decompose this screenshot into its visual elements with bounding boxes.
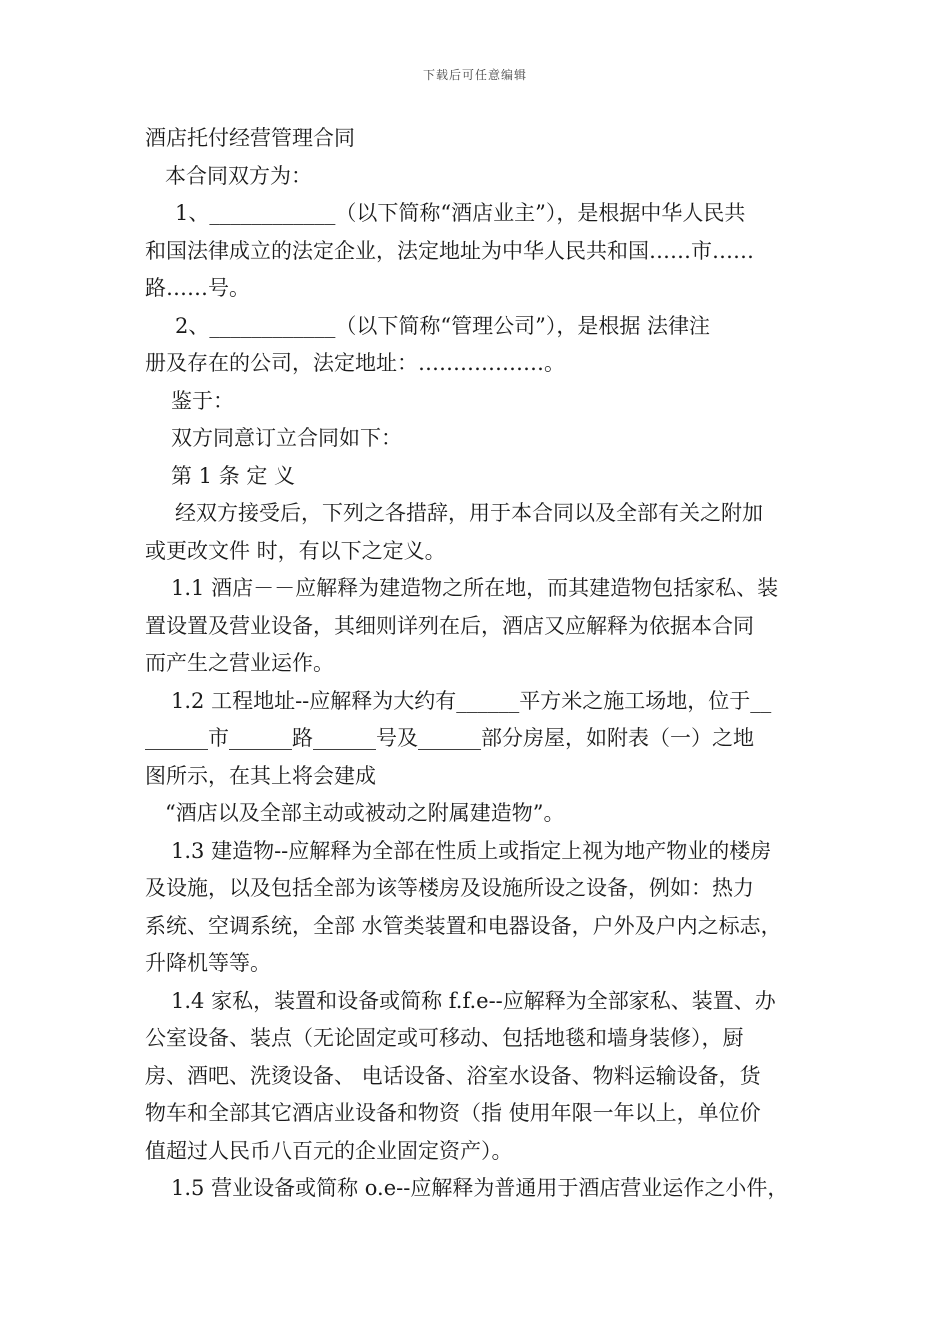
contract-title: 酒店托付经营管理合同 — [145, 126, 355, 150]
clause-1-3-line-1: 1.3 建造物--应解释为全部在性质上或指定上视为地产物业的楼房 — [171, 838, 772, 863]
clause-1-1-line-1: 1.1 酒店－－应解释为建造物之所在地，而其建造物包括家私、装 — [171, 576, 779, 600]
definitions-intro-line-1: 经双方接受后，下列之各措辞，用于本合同以及全部有关之附加 — [175, 501, 763, 525]
party-1-line-3: 路……号。 — [145, 276, 250, 300]
clause-1-4-line-1: 1.4 家私，装置和设备或简称 f.f.e--应解释为全部家私、装置、办 — [171, 988, 776, 1013]
clause-1-1-line-3: 而产生之营业运作。 — [145, 651, 334, 675]
clause-1-4-line-2: 公室设备、装点（无论固定或可移动、包括地毯和墙身装修），厨 — [145, 1026, 744, 1050]
parties-intro: 本合同双方为： — [165, 163, 312, 188]
party-1-line-1: 1、____________（以下简称“酒店业主”），是根据中华人民共 — [175, 201, 746, 225]
clause-1-3-line-3: 系统、空调系统，全部 水管类装置和电器设备，户外及户内之标志， — [145, 913, 782, 938]
clause-1-2-line-4: “酒店以及全部主动或被动之附属建造物”。 — [165, 801, 565, 825]
clause-1-3-line-4: 升降机等等。 — [145, 951, 271, 975]
clause-1-4-line-5: 值超过人民币八百元的企业固定资产）。 — [145, 1138, 513, 1163]
definitions-intro-line-2: 或更改文件 时，有以下之定义。 — [145, 538, 446, 563]
clause-1-3-line-2: 及设施，以及包括全部为该等楼房及设施所设之设备，例如：热力 — [145, 876, 754, 900]
party-2-line-1: 2、____________（以下简称“管理公司”），是根据 法律注 — [175, 313, 711, 338]
clause-1-4-line-4: 物车和全部其它酒店业设备和物资（指 使用年限一年以上，单位价 — [145, 1101, 761, 1125]
clause-1-2-line-1: 1.2 工程地址--应解释为大约有______平方米之施工场地，位于__ — [171, 688, 772, 713]
article-1-heading: 第 1 条 定 义 — [171, 463, 296, 488]
clause-1-2-line-3: 图所示，在其上将会建成 — [145, 763, 376, 788]
party-1-line-2: 和国法律成立的法定企业，法定地址为中华人民共和国……市…… — [145, 238, 754, 263]
header-note: 下载后可任意编辑 — [422, 68, 527, 82]
clause-1-4-line-3: 房、酒吧、洗烫设备、 电话设备、浴室水设备、物料运输设备，货 — [145, 1063, 761, 1088]
clause-1-2-line-2: ______市______路______号及______部分房屋，如附表（一）之地 — [145, 726, 754, 750]
clause-1-1-line-2: 置设置及营业设备，其细则详列在后，酒店又应解释为依据本合同 — [145, 613, 754, 638]
clause-1-5-line-1: 1.5 营业设备或简称 o.e--应解释为普通用于酒店营业运作之小件， — [171, 1176, 789, 1200]
whereas-heading: 鉴于： — [171, 388, 234, 413]
party-2-line-2: 册及存在的公司，法定地址：………………。 — [145, 351, 565, 375]
contract-body — [145, 120, 815, 1208]
agreement-intro: 双方同意订立合同如下： — [171, 426, 402, 450]
